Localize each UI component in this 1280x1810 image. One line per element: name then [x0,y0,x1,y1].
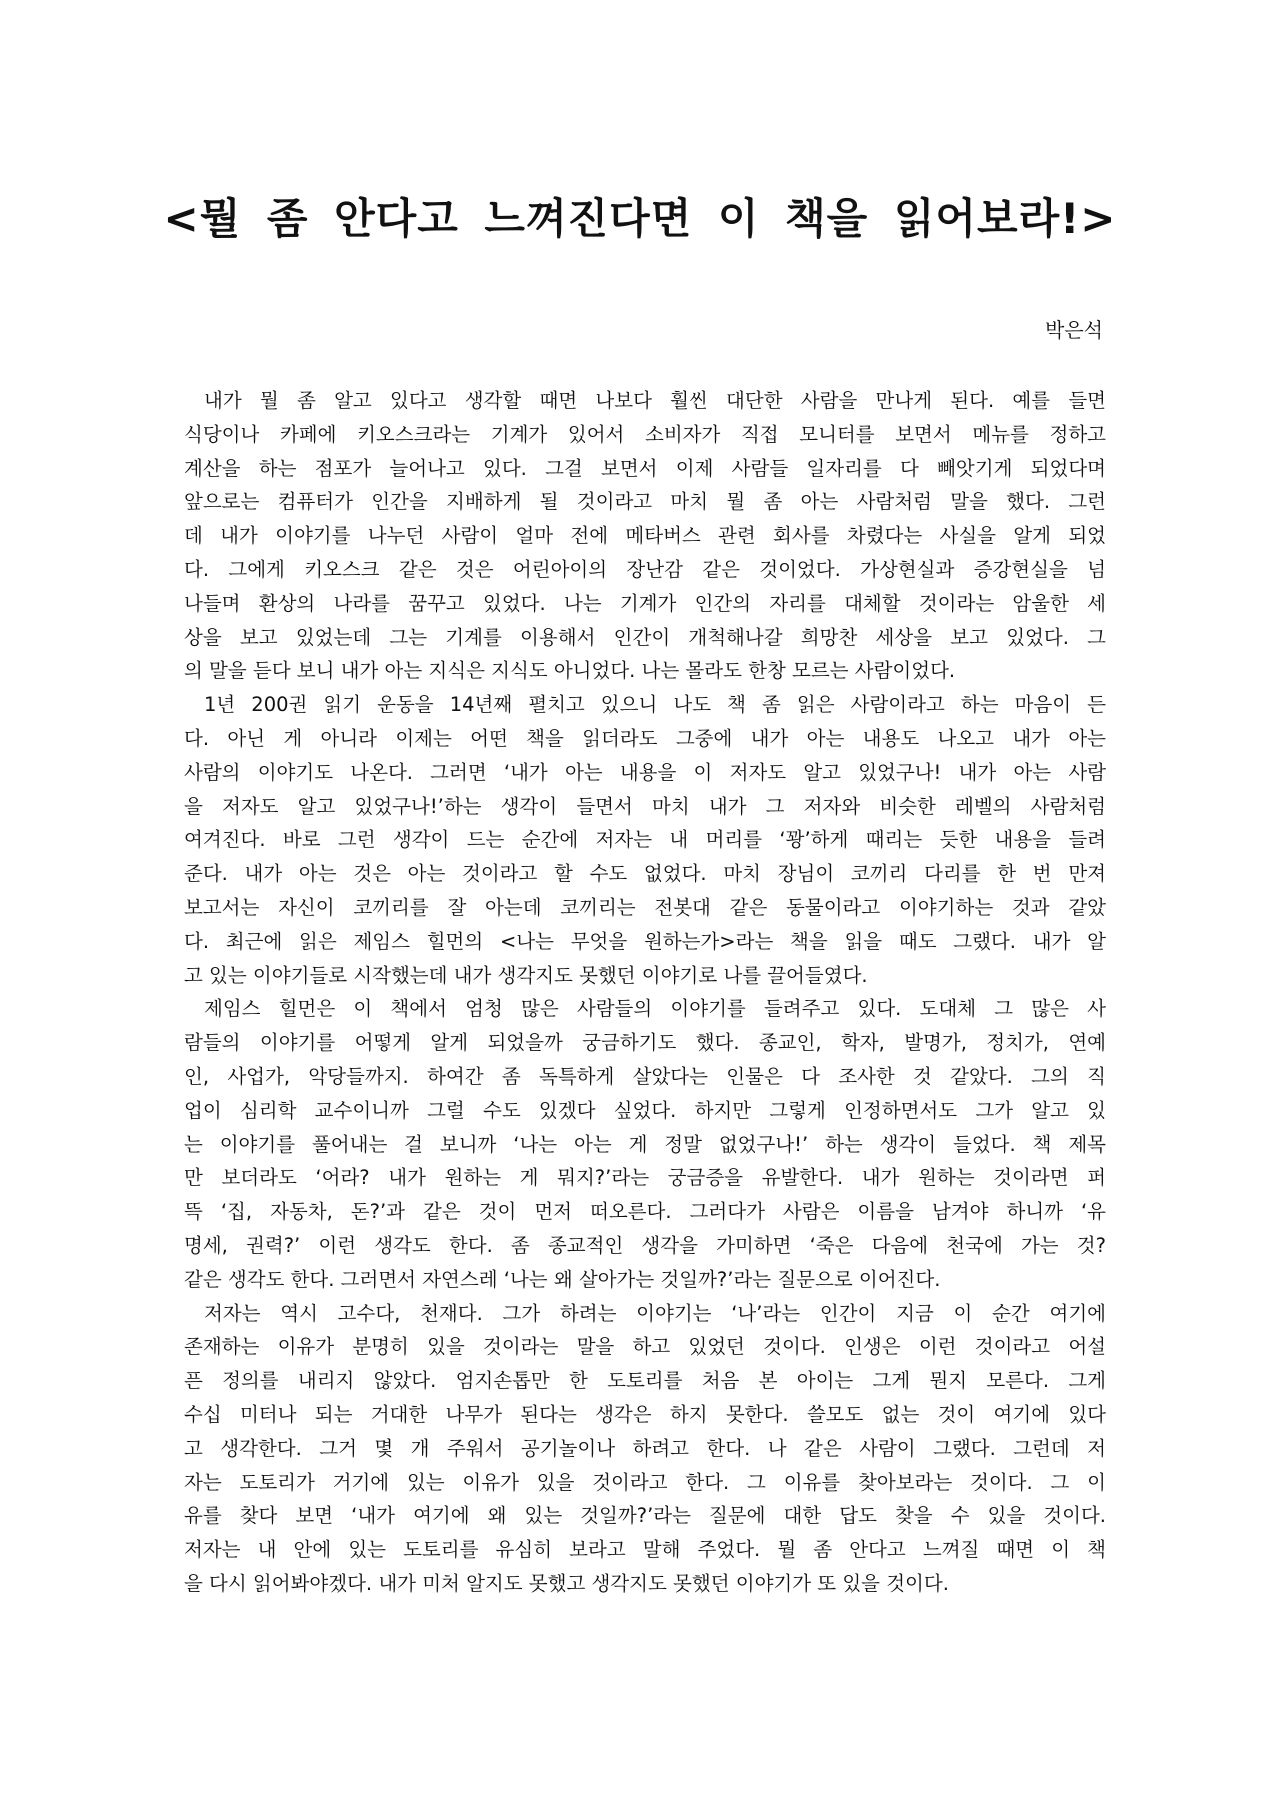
paragraph-1-line: 식당이나 카페에 키오스크라는 기계가 있어서 소비자가 직접 모니터를 보면서 메뉴를 정하고 [184,422,1106,446]
paragraph-4-line: 픈 정의를 내리지 않았다. 엄지손톱만 한 도토리를 처음 본 아이는 그게 뭔지 모른다. 그게 [184,1369,1106,1393]
paragraph-4-line: 자는 도토리가 거기에 있는 이유가 있을 것이라고 한다. 그 이유를 찾아보라는 것이다. 그 이 [184,1470,1106,1494]
paragraph-1-line: 앞으로는 컴퓨터가 인간을 지배하게 될 것이라고 마치 뭘 좀 아는 사람처럼 말을 했다. 그런 [184,490,1106,514]
paragraph-2-line: 다. 최근에 읽은 제임스 힐먼의 <나는 무엇을 원하는가>라는 책을 읽을 때도 그랬다. 내가 알 [184,929,1106,953]
paragraph-2-line: 보고서는 자신이 코끼리를 잘 아는데 코끼리는 전봇대 같은 동물이라고 이야기하는 것과 같았 [184,895,1106,919]
paragraph-3-line: 인, 사업가, 악당들까지. 하여간 좀 독특하게 살았다는 인물은 다 조사한 것 같았다. 그의 직 [184,1064,1106,1088]
author-name: 박은석 [1045,318,1103,342]
paragraph-3-line: 람들의 이야기를 어떻게 알게 되었을까 궁금하기도 했다. 종교인, 학자, 발명가, 정치가, 연예 [184,1031,1106,1055]
paragraph-1-line: 다. 그에게 키오스크 같은 것은 어린아이의 장난감 같은 것이었다. 가상현실과 증강현실을 넘 [184,557,1106,581]
paragraph-4-line: 수십 미터나 되는 거대한 나무가 된다는 생각은 하지 못한다. 쓸모도 없는 것이 여기에 있다 [184,1402,1106,1426]
paragraph-1-line: 의 말을 듣다 보니 내가 아는 지식은 지식도 아니었다. 나는 몰라도 한창 모르는 사람이었다. [184,659,956,683]
paragraph-2-line: 준다. 내가 아는 것은 아는 것이라고 할 수도 없었다. 마치 장님이 코끼리 다리를 한 번 만져 [184,862,1106,886]
paragraph-1-line: 데 내가 이야기를 나누던 사람이 얼마 전에 메타버스 관련 회사를 차렸다는 사실을 알게 되었 [184,524,1106,548]
paragraph-4-line: 유를 찾다 보면 ‘내가 여기에 왜 있는 것일까?’라는 질문에 대한 답도 찾을 수 있을 것이다. [184,1504,1106,1528]
paragraph-3-line: 뜩 ‘집, 자동차, 돈?’과 같은 것이 먼저 떠오른다. 그러다가 사람은 이름을 남겨야 하니까 ‘유 [184,1200,1106,1224]
paragraph-4-line: 고 생각한다. 그거 몇 개 주워서 공기놀이나 하려고 한다. 나 같은 사람이 그랬다. 그런데 저 [184,1436,1106,1460]
paragraph-1-line: 상을 보고 있었는데 그는 기계를 이용해서 인간이 개척해나갈 희망찬 세상을 보고 있었다. 그 [184,625,1106,649]
paragraph-2-line: 여겨진다. 바로 그런 생각이 드는 순간에 저자는 내 머리를 ‘꽝’하게 때리는 듯한 내용을 들려 [184,828,1106,852]
paragraph-2-line: 1년 200권 읽기 운동을 14년째 펼치고 있으니 나도 책 좀 읽은 사람이라고 하는 마음이 든 [204,693,1106,717]
paragraph-3-line: 명세, 권력?’ 이런 생각도 한다. 좀 종교적인 생각을 가미하면 ‘죽은 다음에 천국에 가는 것? [184,1233,1106,1257]
paragraph-4-line: 을 다시 읽어봐야겠다. 내가 미처 알지도 못했고 생각지도 못했던 이야기가 또 있을 것이다. [184,1571,949,1595]
paragraph-3-line: 업이 심리학 교수이니까 그럴 수도 있겠다 싶었다. 하지만 그렇게 인정하면서도 그가 알고 있 [184,1098,1106,1122]
paragraph-1-line: 계산을 하는 점포가 늘어나고 있다. 그걸 보면서 이제 사람들 일자리를 다 빼앗기게 되었다며 [184,456,1106,480]
paragraph-2-line: 사람의 이야기도 나온다. 그러면 ‘내가 아는 내용을 이 저자도 알고 있었구나! 내가 아는 사람 [184,760,1106,784]
paragraph-1-line: 나들며 환상의 나라를 꿈꾸고 있었다. 나는 기계가 인간의 자리를 대체할 것이라는 암울한 세 [184,591,1106,615]
paragraph-3-line: 제임스 힐먼은 이 책에서 엄청 많은 사람들의 이야기를 들려주고 있다. 도대체 그 많은 사 [204,997,1106,1021]
paragraph-4-line: 저자는 내 안에 있는 도토리를 유심히 보라고 말해 주었다. 뭘 좀 안다고 느껴질 때면 이 책 [184,1538,1106,1562]
paragraph-2-line: 고 있는 이야기들로 시작했는데 내가 생각지도 못했던 이야기로 나를 끌어들였다. [184,963,868,987]
paragraph-4-line: 저자는 역시 고수다, 천재다. 그가 하려는 이야기는 ‘나’라는 인간이 지금 이 순간 여기에 [204,1301,1106,1325]
paragraph-2-line: 다. 아닌 게 아니라 이제는 어떤 책을 읽더라도 그중에 내가 아는 내용도 나오고 내가 아는 [184,726,1106,750]
paragraph-3-line: 같은 생각도 한다. 그러면서 자연스레 ‘나는 왜 살아가는 것일까?’라는 질문으로 이어진다. [184,1267,941,1291]
paragraph-2-line: 을 저자도 알고 있었구나!’하는 생각이 들면서 마치 내가 그 저자와 비슷한 레벨의 사람처럼 [184,794,1106,818]
paragraph-3-line: 는 이야기를 풀어내는 걸 보니까 ‘나는 아는 게 정말 없었구나!’ 하는 생각이 들었다. 책 제목 [184,1132,1106,1156]
paragraph-3-line: 만 보더라도 ‘어라? 내가 원하는 게 뭐지?’라는 궁금증을 유발한다. 내가 원하는 것이라면 퍼 [184,1166,1106,1190]
document-title: <뭘 좀 안다고 느껴진다면 이 책을 읽어보라!> [163,194,1117,243]
paragraph-1-line: 내가 뭘 좀 알고 있다고 생각할 때면 나보다 훨씬 대단한 사람을 만나게 된다. 예를 들면 [204,389,1106,412]
document-body [184,384,1106,1601]
paragraph-4-line: 존재하는 이유가 분명히 있을 것이라는 말을 하고 있었던 것이다. 인생은 이런 것이라고 어설 [184,1335,1106,1359]
